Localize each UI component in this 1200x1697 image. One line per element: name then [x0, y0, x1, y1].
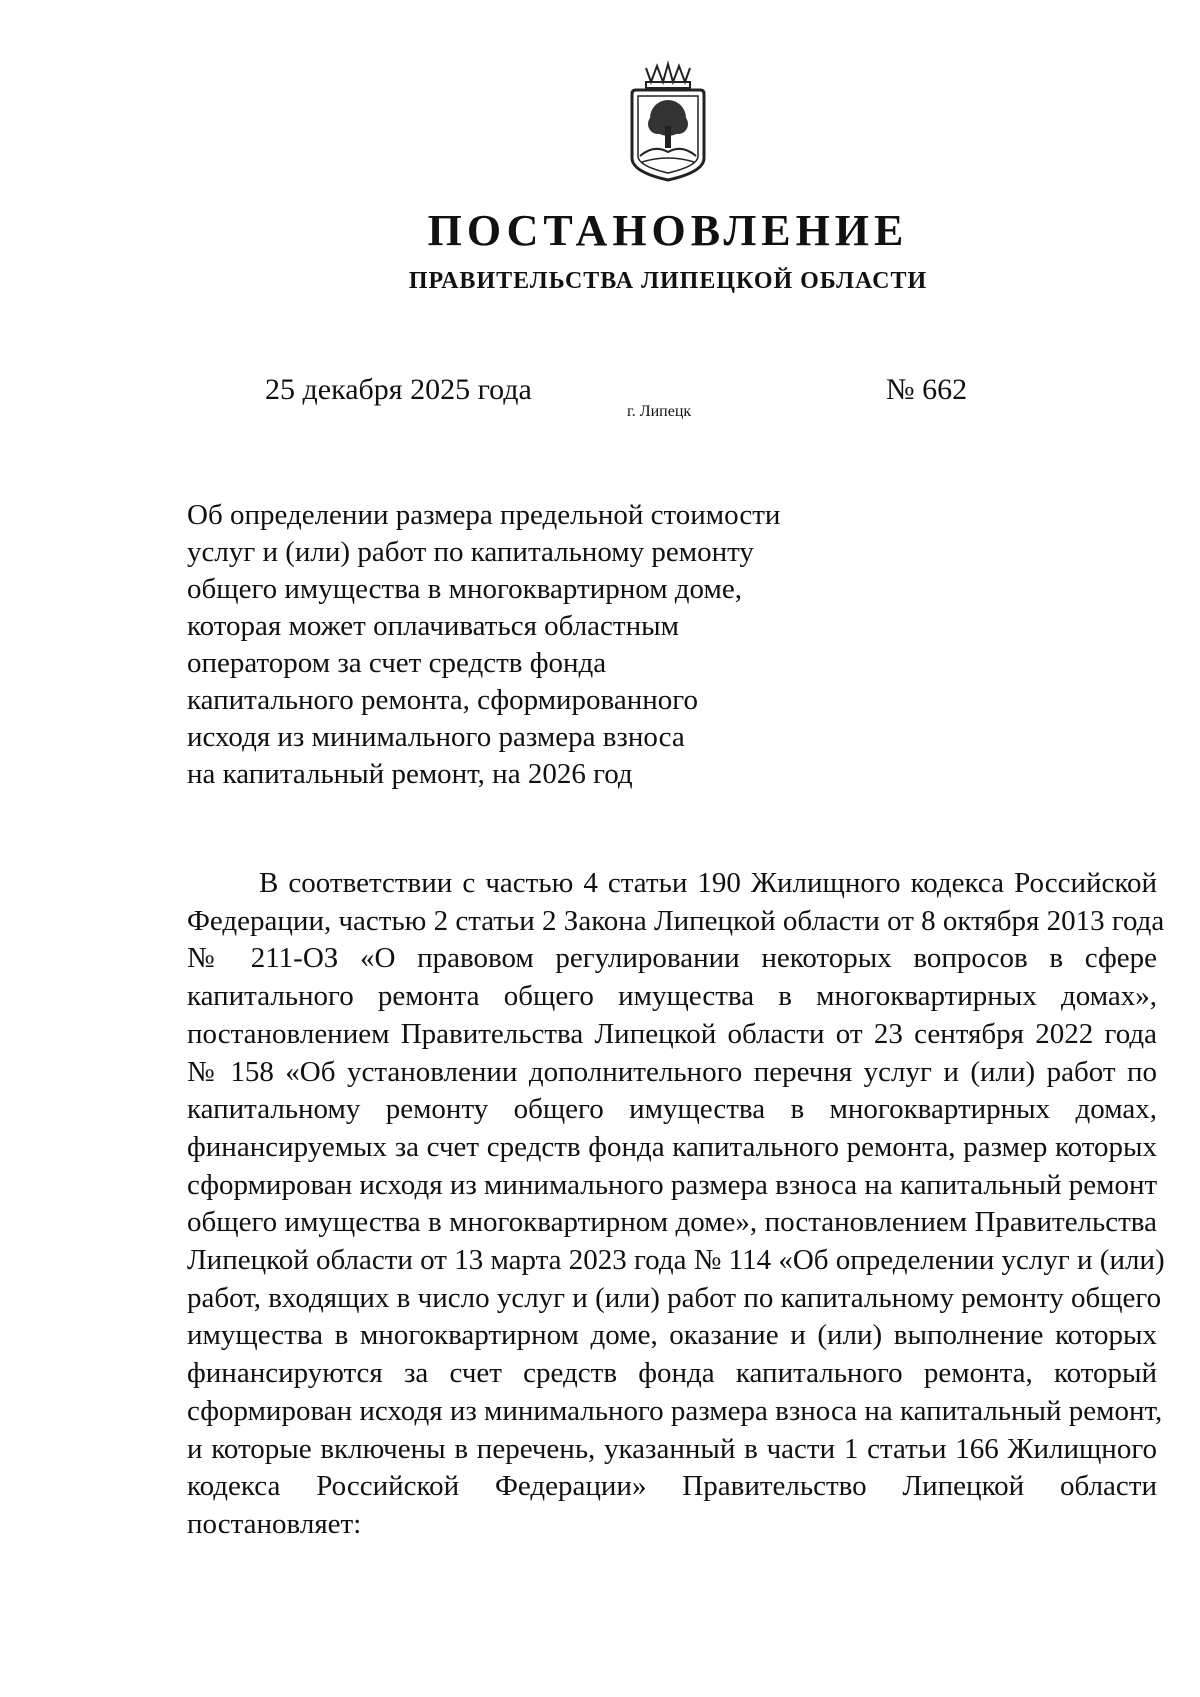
body-line: финансируются за счет средств фонда капитального ремонта, который [187, 1357, 1157, 1390]
title-line: оператором за счет средств фонда [187, 647, 607, 679]
title-line: которая может оплачиваться областным [187, 610, 679, 642]
title-line: услуг и (или) работ по капитальному ремонту [187, 536, 754, 568]
body-line: сформирован исходя из минимального размера взноса на капитальный ремонт [187, 1168, 1158, 1201]
lipetsk-coat-of-arms-icon [618, 60, 718, 184]
document-type-heading: ПОСТАНОВЛЕНИЕ [427, 206, 909, 255]
body-line: работ, входящих в число услуг и (или) работ по капитальному ремонту общего [187, 1281, 1162, 1314]
title-line: исходя из минимального размера взноса [187, 721, 685, 753]
body-line: В соответствии с частью 4 статьи 190 Жилищного кодекса Российской [259, 867, 1157, 899]
title-line: Об определении размера предельной стоимости [187, 499, 781, 531]
body-line: сформирован исходя из минимального размера взноса на капитальный ремонт, [187, 1394, 1163, 1427]
document-city: г. Липецк [627, 403, 692, 420]
body-line: имущества в многоквартирном доме, оказание и (или) выполнение которых [187, 1319, 1157, 1352]
document-number: № 662 [886, 373, 968, 406]
body-line: общего имущества в многоквартирном доме», постановлением Правительства [187, 1206, 1157, 1239]
body-line: и которые включены в перечень, указанный в части 1 статьи 166 Жилищного [187, 1432, 1157, 1465]
issuer-heading: ПРАВИТЕЛЬСТВА ЛИПЕЦКОЙ ОБЛАСТИ [408, 268, 928, 294]
body-line: Федерации, частью 2 статьи 2 Закона Липецкой области от 8 октября 2013 года [187, 904, 1165, 937]
document-meta [0, 373, 1200, 423]
body-line: № 211-ОЗ «О правовом регулировании некоторых вопросов в сфере [187, 942, 1157, 975]
title-line: капитального ремонта, сформированного [187, 684, 698, 716]
title-line: на капитальный ремонт, на 2026 год [187, 758, 633, 790]
body-line: кодекса Российской Федерации» Правительство Липецкой области [187, 1470, 1157, 1503]
document-title [187, 497, 807, 793]
body-line: финансируемых за счет средств фонда капитального ремонта, размер которых [187, 1130, 1157, 1163]
body-line: № 158 «Об установлении дополнительного перечня услуг и (или) работ по [187, 1055, 1157, 1088]
body-line: капитальному ремонту общего имущества в многоквартирных домах, [187, 1093, 1157, 1126]
title-line: общего имущества в многоквартирном доме, [187, 573, 742, 605]
body-line: постановляет: [187, 1507, 362, 1540]
document-date: 25 декабря 2025 года [265, 373, 532, 406]
body-line: постановлением Правительства Липецкой области от 23 сентября 2022 года [187, 1017, 1157, 1050]
body-line: капитального ремонта общего имущества в многоквартирных домах», [187, 980, 1157, 1013]
preamble-paragraph [187, 865, 1165, 1544]
body-line: Липецкой области от 13 марта 2023 года № 114 «Об определении услуг и (или) [187, 1244, 1165, 1277]
